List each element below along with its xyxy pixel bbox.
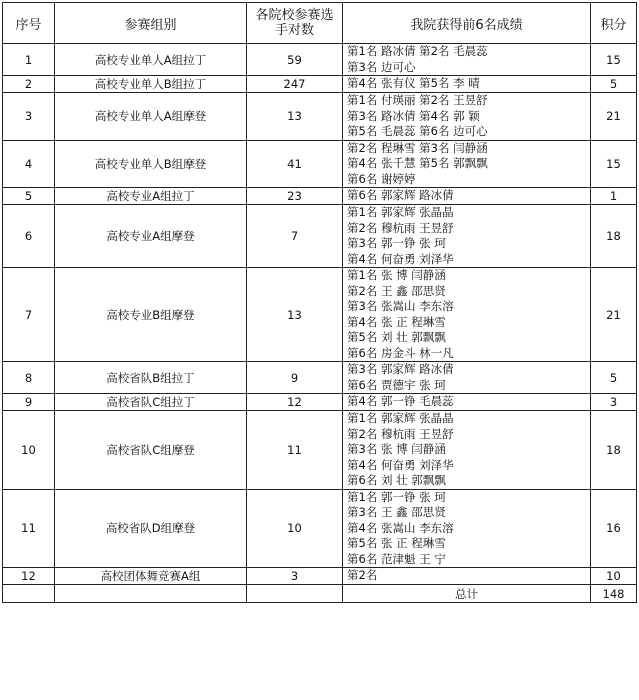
result-line: 第3名 郭家辉 路冰倩: [347, 362, 454, 376]
result-line: 第6名 贾德宇 张 珂: [347, 377, 446, 392]
row-results: [343, 268, 591, 362]
result-line: 第3名 边可心: [347, 59, 416, 74]
row-results: [343, 411, 591, 490]
result-line: 第3名 张嵩山 李东溶: [347, 299, 454, 313]
row-group: 高校专业单人A组摩登: [55, 93, 247, 141]
row-count: 41: [247, 140, 343, 188]
row-group: 高校团体舞竞赛A组: [55, 568, 247, 585]
row-group: 高校省队D组摩登: [55, 489, 247, 568]
result-line: 第1名 付瑛丽 第2名 王昱舒: [347, 93, 488, 107]
row-index: 3: [3, 93, 55, 141]
total-empty-cell: [247, 585, 343, 603]
row-results: [343, 362, 591, 394]
result-line: 第1名 张 博 闫静涵: [347, 268, 446, 282]
total-empty-cell: [55, 585, 247, 603]
row-index: 11: [3, 489, 55, 568]
row-results: [343, 93, 591, 141]
table-row: [3, 93, 637, 141]
result-line: 第3名 路冰倩 第4名 郭 颖: [347, 108, 480, 123]
result-line: 第3名 张 博 闫静涵: [347, 442, 446, 456]
result-line: 第6名 范津魁 王 宁: [347, 551, 446, 566]
row-group: 高校专业B组摩登: [55, 268, 247, 362]
result-line: 第4名 张千慧 第5名 郭飘飘: [347, 156, 488, 170]
header-index: 序号: [3, 3, 55, 44]
result-line: 第6名 谢婷婷: [347, 171, 416, 186]
row-points: 21: [591, 93, 637, 141]
row-count: 12: [247, 394, 343, 411]
row-points: 15: [591, 44, 637, 76]
row-points: 3: [591, 394, 637, 411]
table-body: [3, 44, 637, 603]
row-results: [343, 489, 591, 568]
row-results: [343, 205, 591, 268]
result-line: 第5名 刘 壮 郭飘飘: [347, 330, 446, 344]
total-label: 总计: [343, 585, 591, 603]
row-results: [343, 568, 591, 585]
row-count: 23: [247, 188, 343, 205]
row-points: 16: [591, 489, 637, 568]
result-line: 第6名 房金斗 林一凡: [347, 345, 454, 360]
row-points: 18: [591, 411, 637, 490]
row-points: 1: [591, 188, 637, 205]
result-line: 第5名 张 正 程琳雪: [347, 536, 446, 550]
header-results: 我院获得前6名成绩: [343, 3, 591, 44]
row-count: 13: [247, 93, 343, 141]
row-index: 4: [3, 140, 55, 188]
table-row: [3, 568, 637, 585]
result-line: 第2名 穆杭雨 王昱舒: [347, 426, 454, 441]
row-index: 1: [3, 44, 55, 76]
result-line: 第4名 何奋勇 刘泽华: [347, 457, 454, 472]
row-points: 5: [591, 362, 637, 394]
result-line: 第4名 张嵩山 李东溶: [347, 520, 454, 535]
table-row: [3, 188, 637, 205]
total-row: [3, 585, 637, 603]
row-results: [343, 76, 591, 93]
row-results: [343, 394, 591, 411]
row-count: 3: [247, 568, 343, 585]
results-table: [2, 2, 637, 603]
row-points: 10: [591, 568, 637, 585]
header-points: 积分: [591, 3, 637, 44]
row-index: 10: [3, 411, 55, 490]
row-points: 15: [591, 140, 637, 188]
row-index: 2: [3, 76, 55, 93]
total-empty-cell: [3, 585, 55, 603]
row-index: 7: [3, 268, 55, 362]
result-line: 第6名 郭家辉 路冰倩: [347, 188, 454, 203]
row-index: 6: [3, 205, 55, 268]
row-count: 11: [247, 411, 343, 490]
row-group: 高校专业A组摩登: [55, 205, 247, 268]
row-count: 7: [247, 205, 343, 268]
result-line: 第1名 郭一铮 张 珂: [347, 489, 446, 504]
row-group: 高校省队B组拉丁: [55, 362, 247, 394]
row-results: [343, 140, 591, 188]
result-line: 第1名 郭家辉 张晶晶: [347, 411, 454, 425]
row-index: 9: [3, 394, 55, 411]
row-count: 13: [247, 268, 343, 362]
result-line: 第6名 刘 壮 郭飘飘: [347, 473, 446, 487]
result-line: 第2名 穆杭雨 王昱舒: [347, 220, 454, 235]
row-count: 10: [247, 489, 343, 568]
total-points: 148: [591, 585, 637, 603]
row-points: 18: [591, 205, 637, 268]
table-row: [3, 76, 637, 93]
row-index: 8: [3, 362, 55, 394]
header-count: [247, 3, 343, 44]
row-points: 21: [591, 268, 637, 362]
result-line: 第2名 王 鑫 邵思贤: [347, 283, 446, 298]
row-group: 高校省队C组摩登: [55, 411, 247, 490]
table-row: [3, 44, 637, 76]
row-count: 59: [247, 44, 343, 76]
table-row: [3, 268, 637, 362]
result-line: 第4名 张有仪 第5名 李 晴: [347, 76, 480, 91]
row-results: [343, 188, 591, 205]
result-line: 第4名 郭一铮 毛晨蕊: [347, 394, 454, 409]
result-line: 第2名 程琳雪 第3名 闫静涵: [347, 140, 488, 155]
result-line: 第5名 毛晨蕊 第6名 边可心: [347, 124, 488, 138]
header-row: [3, 3, 637, 44]
header-count-text: 各院校参赛选手对数: [255, 8, 334, 38]
row-count: 247: [247, 76, 343, 93]
result-line: 第4名 何奋勇 刘泽华: [347, 251, 454, 266]
table-row: [3, 205, 637, 268]
row-count: 9: [247, 362, 343, 394]
table-row: [3, 489, 637, 568]
row-results: [343, 44, 591, 76]
result-line: 第3名 王 鑫 邵思贤: [347, 505, 446, 519]
result-line: 第1名 路冰倩 第2名 毛晨蕊: [347, 44, 488, 58]
table-row: [3, 394, 637, 411]
table-row: [3, 411, 637, 490]
row-group: 高校专业单人B组拉丁: [55, 76, 247, 93]
row-group: 高校专业单人B组摩登: [55, 140, 247, 188]
table-row: [3, 362, 637, 394]
result-line: 第3名 郭一铮 张 珂: [347, 236, 446, 250]
result-line: 第2名: [347, 568, 378, 583]
row-index: 12: [3, 568, 55, 585]
result-line: 第1名 郭家辉 张晶晶: [347, 205, 454, 219]
row-group: 高校专业A组拉丁: [55, 188, 247, 205]
header-group: 参赛组别: [55, 3, 247, 44]
row-group: 高校专业单人A组拉丁: [55, 44, 247, 76]
row-group: 高校省队C组拉丁: [55, 394, 247, 411]
row-index: 5: [3, 188, 55, 205]
table-row: [3, 140, 637, 188]
row-points: 5: [591, 76, 637, 93]
result-line: 第4名 张 正 程琳雪: [347, 314, 446, 329]
